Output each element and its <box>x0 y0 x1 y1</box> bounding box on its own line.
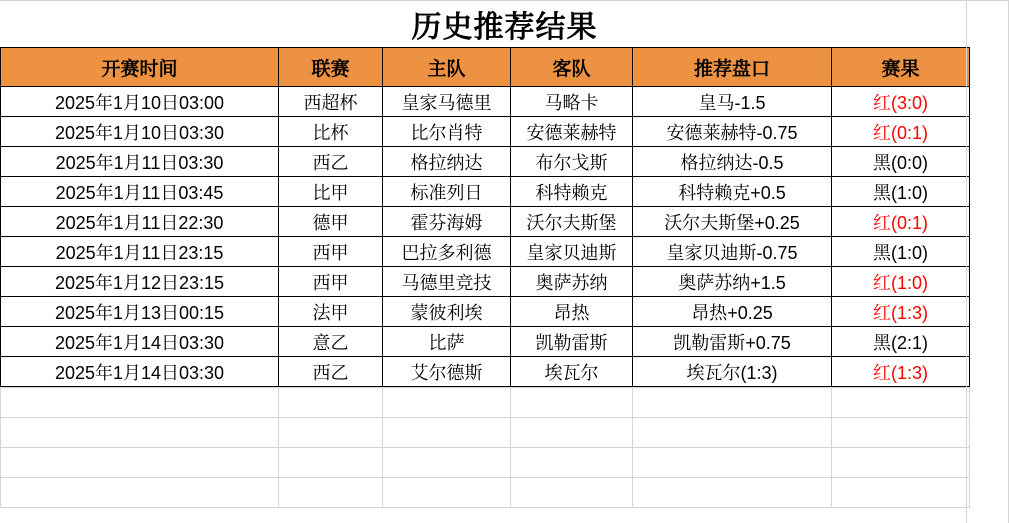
cell-away[interactable]: 安德莱赫特 <box>511 117 633 147</box>
empty-cell[interactable] <box>279 448 383 478</box>
cell-result[interactable]: 黑(0:0) <box>832 147 970 177</box>
cell-result[interactable]: 黑(1:0) <box>832 177 970 207</box>
cell-result[interactable]: 黑(2:1) <box>832 327 970 357</box>
cell-line[interactable]: 安德莱赫特-0.75 <box>633 117 832 147</box>
empty-cell[interactable] <box>832 478 970 508</box>
cell-league[interactable]: 比甲 <box>279 177 383 207</box>
table-row <box>1 297 970 327</box>
cell-league[interactable]: 西甲 <box>279 237 383 267</box>
empty-cell[interactable] <box>511 388 633 418</box>
cell-result[interactable]: 红(1:3) <box>832 357 970 387</box>
cell-away[interactable]: 凯勒雷斯 <box>511 327 633 357</box>
table-row <box>1 357 970 387</box>
cell-home[interactable]: 艾尔德斯 <box>383 357 511 387</box>
empty-cell[interactable] <box>511 478 633 508</box>
cell-league[interactable]: 西甲 <box>279 267 383 297</box>
cell-league[interactable]: 意乙 <box>279 327 383 357</box>
cell-home[interactable]: 蒙彼利埃 <box>383 297 511 327</box>
cell-result[interactable]: 红(3:0) <box>832 87 970 117</box>
cell-line[interactable]: 凯勒雷斯+0.75 <box>633 327 832 357</box>
table-row <box>1 147 970 177</box>
page-title-text: 历史推荐结果 <box>411 10 598 44</box>
cell-league[interactable]: 比杯 <box>279 117 383 147</box>
cell-league[interactable]: 西乙 <box>279 357 383 387</box>
history-results-table <box>0 47 970 387</box>
empty-cell[interactable] <box>633 448 832 478</box>
empty-cell[interactable] <box>383 448 511 478</box>
cell-time[interactable]: 2025年1月11日03:30 <box>1 147 279 177</box>
cell-away[interactable]: 埃瓦尔 <box>511 357 633 387</box>
cell-away[interactable]: 昂热 <box>511 297 633 327</box>
empty-cell[interactable] <box>1 478 279 508</box>
cell-time[interactable]: 2025年1月14日03:30 <box>1 327 279 357</box>
table-row <box>1 327 970 357</box>
empty-cell[interactable] <box>633 418 832 448</box>
cell-home[interactable]: 皇家马德里 <box>383 87 511 117</box>
column-header-result[interactable]: 赛果 <box>832 48 970 87</box>
cell-home[interactable]: 比萨 <box>383 327 511 357</box>
cell-away[interactable]: 布尔戈斯 <box>511 147 633 177</box>
empty-cell[interactable] <box>511 448 633 478</box>
cell-time[interactable]: 2025年1月11日03:45 <box>1 177 279 207</box>
table-header-row <box>1 48 970 87</box>
cell-home[interactable]: 标准列日 <box>383 177 511 207</box>
cell-league[interactable]: 西乙 <box>279 147 383 177</box>
empty-cell[interactable] <box>383 418 511 448</box>
empty-row <box>1 418 970 448</box>
column-header-home[interactable]: 主队 <box>383 48 511 87</box>
empty-cell[interactable] <box>511 418 633 448</box>
table-row <box>1 117 970 147</box>
table-row <box>1 87 970 117</box>
cell-time[interactable]: 2025年1月11日22:30 <box>1 207 279 237</box>
empty-cell[interactable] <box>633 478 832 508</box>
table-body <box>1 87 970 387</box>
cell-home[interactable]: 巴拉多利德 <box>383 237 511 267</box>
column-header-league[interactable]: 联赛 <box>279 48 383 87</box>
column-header-time[interactable]: 开赛时间 <box>1 48 279 87</box>
cell-league[interactable]: 法甲 <box>279 297 383 327</box>
table-row <box>1 267 970 297</box>
cell-away[interactable]: 科特赖克 <box>511 177 633 207</box>
cell-line[interactable]: 昂热+0.25 <box>633 297 832 327</box>
cell-time[interactable]: 2025年1月10日03:00 <box>1 87 279 117</box>
empty-cell[interactable] <box>279 418 383 448</box>
cell-time[interactable]: 2025年1月13日00:15 <box>1 297 279 327</box>
empty-cell[interactable] <box>383 478 511 508</box>
cell-result[interactable]: 红(1:0) <box>832 267 970 297</box>
cell-home[interactable]: 马德里竞技 <box>383 267 511 297</box>
cell-time[interactable]: 2025年1月14日03:30 <box>1 357 279 387</box>
empty-rows-area <box>0 387 970 508</box>
grid-top-rule <box>0 0 1009 1</box>
cell-away[interactable]: 马略卡 <box>511 87 633 117</box>
empty-cell[interactable] <box>633 388 832 418</box>
table-row <box>1 177 970 207</box>
empty-row <box>1 388 970 418</box>
empty-cell[interactable] <box>832 418 970 448</box>
column-header-line[interactable]: 推荐盘口 <box>633 48 832 87</box>
cell-home[interactable]: 格拉纳达 <box>383 147 511 177</box>
table-row <box>1 207 970 237</box>
cell-away[interactable]: 沃尔夫斯堡 <box>511 207 633 237</box>
cell-result[interactable]: 黑(1:0) <box>832 237 970 267</box>
empty-row <box>1 448 970 478</box>
empty-cell[interactable] <box>383 388 511 418</box>
cell-league[interactable]: 西超杯 <box>279 87 383 117</box>
cell-line[interactable]: 皇马-1.5 <box>633 87 832 117</box>
empty-cell[interactable] <box>1 448 279 478</box>
empty-cell[interactable] <box>1 388 279 418</box>
cell-line[interactable]: 皇家贝迪斯-0.75 <box>633 237 832 267</box>
column-header-away[interactable]: 客队 <box>511 48 633 87</box>
cell-result[interactable]: 红(0:1) <box>832 207 970 237</box>
cell-time[interactable]: 2025年1月10日03:30 <box>1 117 279 147</box>
cell-away[interactable]: 皇家贝迪斯 <box>511 237 633 267</box>
empty-cell[interactable] <box>832 448 970 478</box>
cell-away[interactable]: 奥萨苏纳 <box>511 267 633 297</box>
cell-line[interactable]: 埃瓦尔(1:3) <box>633 357 832 387</box>
cell-line[interactable]: 格拉纳达-0.5 <box>633 147 832 177</box>
page-title <box>0 0 1009 47</box>
empty-cell[interactable] <box>832 388 970 418</box>
cell-time[interactable]: 2025年1月12日23:15 <box>1 267 279 297</box>
cell-line[interactable]: 科特赖克+0.5 <box>633 177 832 207</box>
grid-column-rule <box>966 0 967 523</box>
cell-result[interactable]: 红(0:1) <box>832 117 970 147</box>
cell-time[interactable]: 2025年1月11日23:15 <box>1 237 279 267</box>
cell-line[interactable]: 沃尔夫斯堡+0.25 <box>633 207 832 237</box>
cell-result[interactable]: 红(1:3) <box>832 297 970 327</box>
empty-row <box>1 478 970 508</box>
table-row <box>1 237 970 267</box>
cell-home[interactable]: 霍芬海姆 <box>383 207 511 237</box>
cell-league[interactable]: 德甲 <box>279 207 383 237</box>
empty-cell[interactable] <box>279 478 383 508</box>
empty-cell[interactable] <box>279 388 383 418</box>
empty-cell[interactable] <box>1 418 279 448</box>
cell-home[interactable]: 比尔肖特 <box>383 117 511 147</box>
cell-line[interactable]: 奥萨苏纳+1.5 <box>633 267 832 297</box>
